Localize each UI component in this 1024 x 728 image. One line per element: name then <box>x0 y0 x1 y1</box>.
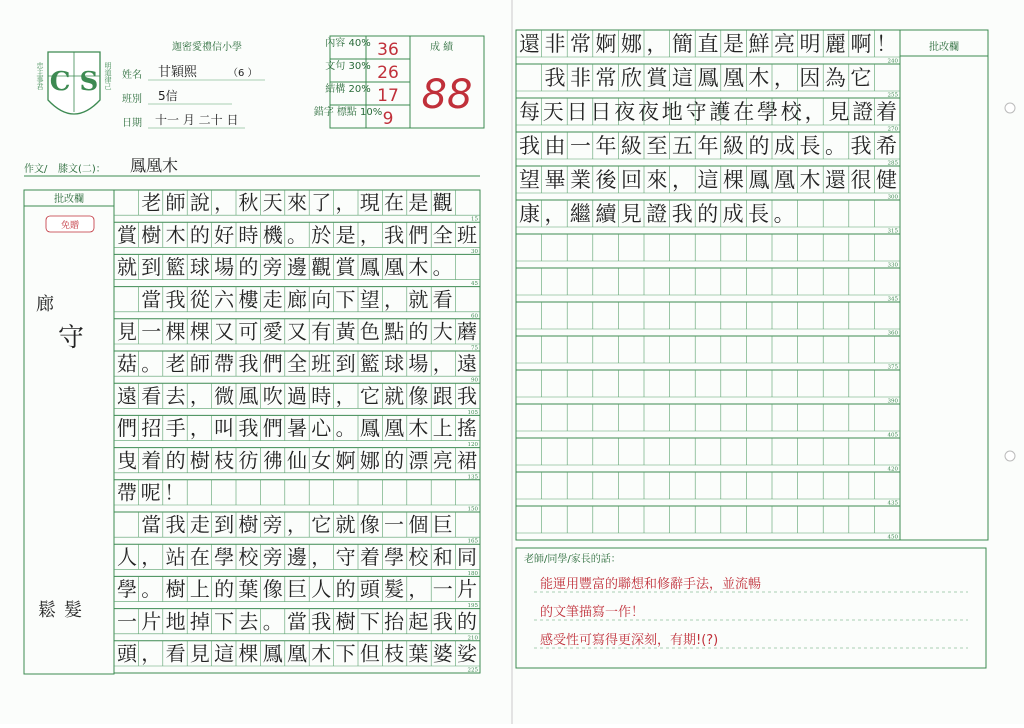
feedback-line: 感受性可寫得更深刻，有期!(?) <box>540 633 719 648</box>
essay-line: 頭，看見這棵鳳凰木下但枝葉婆娑 <box>117 641 477 666</box>
score-row-label: 文句 30% <box>325 61 371 72</box>
essay-line: 老師說，秋天來了，現在是觀 <box>117 190 453 215</box>
praise-sticker-text: 免贈 <box>60 221 80 231</box>
feedback-line: 的文筆描寫一作！ <box>540 605 645 620</box>
grid-line-number: 75 <box>471 345 478 352</box>
grid-line-number: 210 <box>467 635 478 642</box>
essay-line: 還非常婀娜，簡直是鮮亮明麗啊！ <box>519 32 897 57</box>
grid-line-number: 330 <box>887 262 898 269</box>
grid-line-number: 240 <box>887 58 898 65</box>
grid-line-number: 390 <box>887 398 898 405</box>
grid-line-number: 180 <box>467 570 478 577</box>
grid-line-number: 150 <box>467 506 478 513</box>
school-name: 迦密愛禮信小學 <box>172 42 242 53</box>
essay-line: 學。樹上的葉像巨人的頭髮，一片 <box>117 577 477 602</box>
comment-column-label: 批改欄 <box>54 194 84 205</box>
essay-line: 曳着的樹枝彷彿仙女婀娜的漂亮裙 <box>117 448 477 473</box>
essay-line: 當我從六樓走廊向下望，就看 <box>117 287 453 312</box>
grid-line-number: 30 <box>471 248 478 255</box>
grid-line-number: 435 <box>887 500 898 507</box>
class-label: 班別 <box>122 94 142 105</box>
grid-line-number: 420 <box>887 466 898 473</box>
left-essay-grid <box>24 190 480 674</box>
grid-line-number: 135 <box>467 474 478 481</box>
score-row-label: 錯字 標點 10% <box>313 107 383 118</box>
grid-line-number: 255 <box>887 92 898 99</box>
correction-note: 廊 <box>36 294 54 315</box>
right-essay-grid <box>516 30 988 541</box>
score-value: 36 <box>377 40 399 60</box>
grid-line-number: 285 <box>887 160 898 167</box>
feedback-box <box>516 548 986 668</box>
essay-line: 當我走到樹旁，它就像一個巨 <box>117 512 453 537</box>
essay-title: 鳳凰木 <box>130 156 179 175</box>
name-value: 甘穎熙 <box>158 65 198 80</box>
essay-line: 一片地掉下去。當我樹下抬起我的 <box>117 609 477 634</box>
grid-line-number: 15 <box>471 216 478 223</box>
grid-line-number: 90 <box>471 377 478 384</box>
score-value: 26 <box>377 63 399 83</box>
essay-line: 我由一年級至五年級的成長。我希 <box>519 134 897 159</box>
essay-line: 每天日日夜夜地守護在學校，見證着 <box>519 100 897 125</box>
score-table <box>314 36 484 129</box>
grid-line-number: 105 <box>467 409 478 416</box>
correction-note: 髮 <box>64 600 82 621</box>
grid-line-number: 300 <box>887 194 898 201</box>
grid-line-number: 450 <box>887 534 898 541</box>
correction-note: 守 <box>58 323 85 353</box>
essay-line: 們招手，叫我們暑心。鳳凰木上搖 <box>117 416 477 441</box>
essay-line: 遠看去，微風吹過時，它就像跟我 <box>117 383 477 408</box>
correction-note: 鬆 <box>38 600 56 621</box>
grid-line-number: 315 <box>887 228 898 235</box>
school-logo <box>36 52 113 114</box>
total-score: 88 <box>421 72 473 118</box>
grid-line-number: 120 <box>467 442 478 449</box>
essay-line: 康，繼續見證我的成長。 <box>519 202 795 227</box>
essay-line: 望畢業後回來，這棵鳳凰木還很健 <box>519 168 897 193</box>
grid-line-number: 360 <box>887 330 898 337</box>
grid-line-number: 60 <box>471 313 478 320</box>
grid-line-number: 165 <box>467 538 478 545</box>
feedback-label: 老師/同學/家長的話： <box>524 554 621 565</box>
score-value: 17 <box>377 86 399 106</box>
essay-line: 菇。老師帶我們全班到籃球場，遠 <box>117 351 477 376</box>
essay-type-alt: 膝文(二)： <box>58 164 106 175</box>
name-label: 姓名 <box>122 70 142 81</box>
score-row-label: 內容 40% <box>325 38 371 49</box>
essay-line: 就到籃球場的旁邊觀賞鳳凰木。 <box>117 255 453 280</box>
binder-hole <box>1005 451 1015 461</box>
essay-line: 我非常欣賞這鳳凰木，因為它 <box>519 66 872 91</box>
grid-line-number: 45 <box>471 281 478 288</box>
score-row-label: 結構 20% <box>325 84 371 95</box>
grid-line-number: 225 <box>467 667 478 674</box>
grid-line-number: 270 <box>887 126 898 133</box>
score-label: 成 績 <box>430 42 454 53</box>
grid-line-number: 345 <box>887 296 898 303</box>
grid-line-number: 195 <box>467 603 478 610</box>
feedback-line: 能運用豐富的聯想和修辭手法，並流暢 <box>540 577 762 592</box>
class-number: （6 ） <box>228 68 258 79</box>
logo-letters: C S <box>49 67 99 97</box>
logo-motto-right: 明道律己 <box>104 62 112 90</box>
essay-line: 人，站在學校旁邊，守着學校和同 <box>117 544 477 569</box>
grid-line-number: 405 <box>887 432 898 439</box>
class-value: 5信 <box>158 89 178 103</box>
essay-line: 見一棵棵又可愛又有黃色點的大蘑 <box>117 319 477 344</box>
score-value: 9 <box>382 109 394 129</box>
essay-type-label: 作文/ <box>24 164 48 175</box>
logo-motto-left: 忠主事君 <box>36 62 44 90</box>
essay-line: 賞樹木的好時機。於是，我們全班 <box>117 222 477 247</box>
grid-line-number: 375 <box>887 364 898 371</box>
comment-column-label: 批改欄 <box>929 42 959 53</box>
binder-hole <box>1005 103 1015 113</box>
date-label: 日期 <box>122 118 142 129</box>
date-value: 十一 月 二十 日 <box>155 113 239 127</box>
essay-line: 帶呢！ <box>117 480 185 505</box>
